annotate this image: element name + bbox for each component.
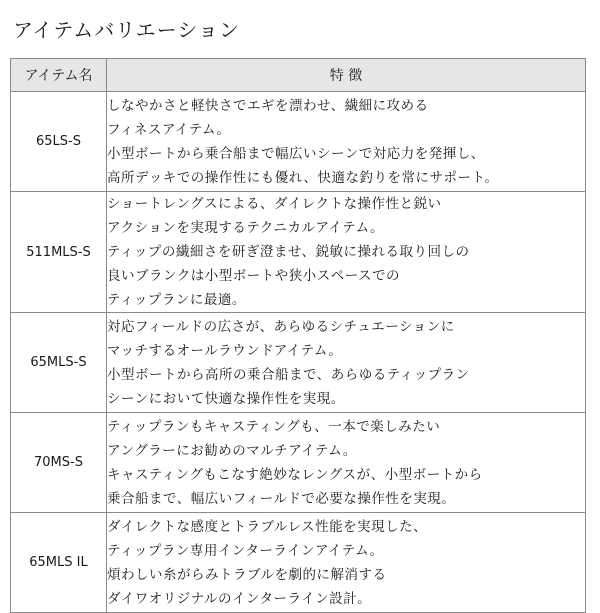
table-row: [11, 513, 586, 613]
header-item-name: アイテム名: [11, 59, 107, 92]
feature-line: ティップランに最適。: [107, 292, 246, 308]
table-row: [11, 313, 586, 413]
feature-line: アングラーにお勧めのマルチアイテム。: [107, 442, 357, 459]
feature-line: 煩わしい糸がらみトラブルを劇的に解消する: [107, 566, 387, 583]
table-row: [11, 92, 586, 192]
item-name: 65MLS-S: [11, 313, 107, 413]
feature-line: 高所デッキでの操作性にも優れ、快適な釣りを常にサポート。: [107, 169, 499, 186]
item-name: 70MS-S: [11, 413, 107, 513]
item-name: 65MLS IL: [11, 513, 107, 613]
item-features: [107, 513, 586, 613]
feature-line: ダイレクトな感度とトラブルレス性能を実現した、: [107, 518, 428, 535]
item-features: [107, 92, 586, 192]
feature-line: マッチするオールラウンドアイテム。: [107, 342, 343, 359]
feature-line: アクションを実現するテクニカルアイテム。: [107, 220, 385, 236]
feature-line: ショートレングスによる、ダイレクトな操作性と鋭い: [107, 196, 442, 212]
feature-line: ダイワオリジナルのインターライン設計。: [107, 590, 372, 607]
feature-line: 小型ボートから高所の乗合船まで、あらゆるティップラン: [107, 366, 470, 383]
feature-line: フィネスアイテム。: [107, 121, 231, 138]
item-variation-table: [10, 58, 586, 613]
feature-line: 乗合船まで、幅広いフィールドで必要な操作性を実現。: [107, 490, 456, 507]
item-features: [107, 413, 586, 513]
feature-line: しなやかさと軽快さでエギを漂わせ、繊細に攻める: [107, 97, 429, 114]
feature-line: 対応フィールドの広さが、あらゆるシチュエーションに: [107, 318, 455, 335]
item-name: 511MLS-S: [11, 192, 107, 313]
feature-line: キャスティングもこなす絶妙なレングスが、小型ボートから: [107, 466, 483, 483]
item-name: 65LS-S: [11, 92, 107, 192]
feature-line: シーンにおいて快適な操作性を実現。: [107, 390, 345, 407]
table-header-row: [11, 59, 586, 92]
table-row: [11, 192, 586, 313]
feature-line: ティップランもキャスティングも、一本で楽しみたい: [107, 418, 441, 435]
feature-line: 小型ボートから乗合船まで幅広いシーンで対応力を発揮し、: [107, 145, 485, 162]
header-features: 特 徴: [107, 59, 586, 92]
feature-line: ティップラン専用インターラインアイテム。: [107, 542, 384, 559]
feature-line: ティップの繊細さを研ぎ澄ませ、鋭敏に操れる取り回しの: [107, 244, 470, 260]
item-features: [107, 313, 586, 413]
feature-line: 良いブランクは小型ボートや狭小スペースでの: [107, 268, 401, 284]
page-title: アイテムバリエーション: [13, 18, 240, 42]
item-features: [107, 192, 586, 313]
table-row: [11, 413, 586, 513]
